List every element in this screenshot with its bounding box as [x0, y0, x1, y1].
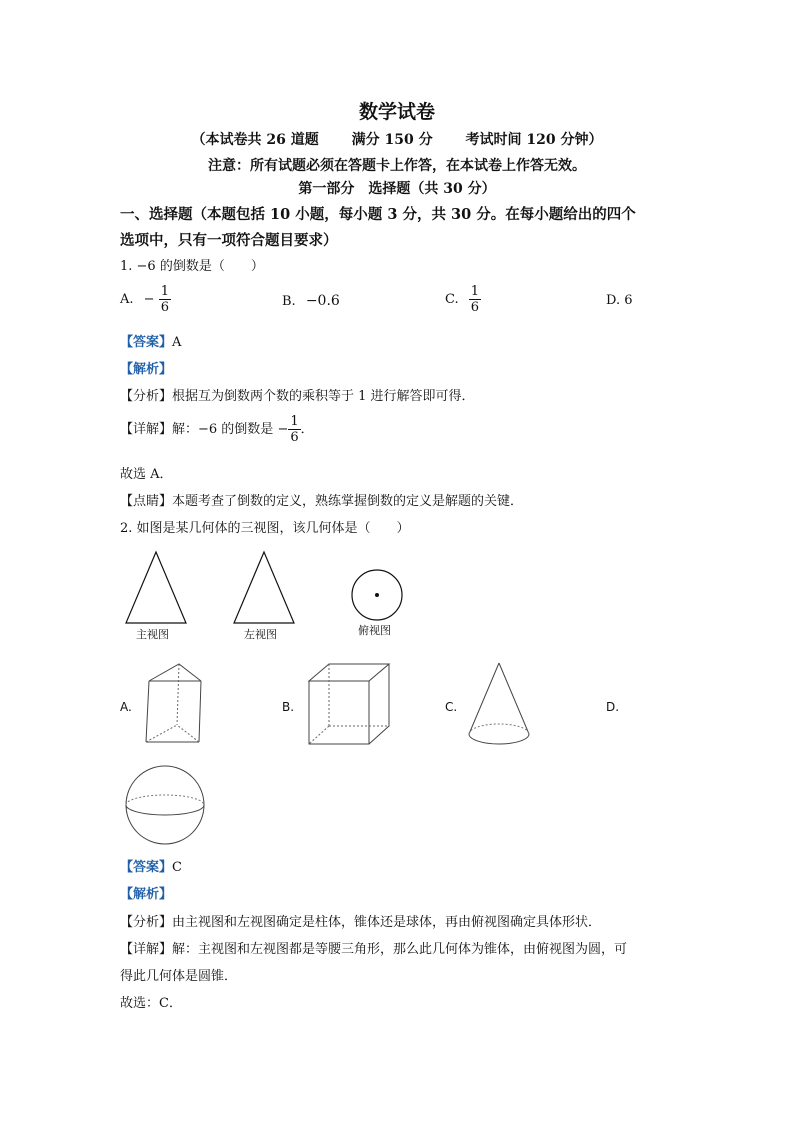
q2-choose: 故选：C．: [120, 996, 182, 1011]
option-label: C.: [445, 292, 459, 307]
triangular-prism-figure: [143, 661, 209, 745]
q1-detail: [120, 414, 314, 445]
answer-value: A: [172, 335, 182, 350]
denominator: 6: [470, 300, 480, 315]
denominator: 6: [160, 300, 169, 315]
detail-text: 解：−6 的倒数是: [172, 422, 274, 437]
comment-tag: 【点睛】: [120, 494, 173, 509]
denominator: 6: [290, 430, 299, 445]
detail-tag: 【详解】: [120, 422, 173, 437]
left-view-label: 左视图: [244, 628, 277, 641]
answer-tag: 【答案】: [120, 335, 173, 350]
q2-stem: 2. 如图是某几何体的三视图，该几何体是（ ）: [120, 521, 410, 536]
fenxi-text: 根据互为倒数两个数的乘积等于 1 进行解答即可得．: [172, 389, 475, 404]
exam-time: 考试时间 120 分钟）: [465, 132, 603, 148]
numerator: 1: [470, 284, 480, 299]
section-heading-line2: 选项中，只有一项符合题目要求）: [120, 232, 338, 249]
q1-answer: [120, 331, 181, 350]
analysis-tag: 【解析】: [120, 887, 173, 902]
front-view-triangle: [124, 551, 188, 625]
q2-answer: [120, 856, 182, 875]
q1-option-d: D. 6: [606, 293, 633, 308]
q2-option-b-label: B.: [282, 700, 295, 714]
q1-analysis: [120, 358, 172, 377]
notice: 注意：所有试题必须在答题卡上作答，在本试卷上作答无效。: [208, 158, 586, 174]
q2-option-a-label: A.: [120, 700, 132, 714]
fenxi-tag: 【分析】: [120, 915, 173, 930]
section-heading-line1: 一、选择题（本题包括 10 小题，每小题 3 分，共 30 分。在每小题给出的四个: [120, 206, 636, 223]
total-score: 满分 150 分: [351, 132, 433, 148]
option-label: B.: [282, 294, 296, 309]
answer-value: C: [172, 860, 182, 875]
minus-sign: −: [143, 292, 155, 307]
q1-option-a: [120, 284, 171, 315]
q1-stem: 1. −6 的倒数是（ ）: [120, 259, 264, 274]
comment-text: 本题考查了倒数的定义，熟练掌握倒数的定义是解题的关键．: [172, 494, 524, 509]
top-view-circle: [350, 568, 404, 622]
q1-choose: 故选 A．: [120, 467, 173, 482]
q2-option-c-label: C.: [445, 700, 458, 714]
sphere-figure: [124, 765, 206, 845]
q2-option-d-label: D.: [606, 700, 620, 714]
q2-detail-line2: 得此几何体是圆锥．: [120, 969, 238, 984]
cube-figure: [305, 661, 393, 747]
option-value: −0.6: [305, 293, 340, 309]
detail-text: 解：主视图和左视图都是等腰三角形，那么此几何体为锥体，由俯视图为圆，可: [172, 942, 628, 957]
cone-figure: [466, 661, 532, 749]
page-title: 数学试卷: [358, 101, 435, 123]
q2-fenxi: [120, 911, 601, 930]
q2-detail-line1: [120, 938, 627, 957]
option-label: A.: [120, 292, 134, 307]
numerator: 1: [290, 414, 299, 429]
top-view-label: 俯视图: [358, 624, 391, 637]
q2-analysis: [120, 883, 172, 902]
fraction: [159, 284, 171, 315]
fenxi-tag: 【分析】: [120, 389, 173, 404]
front-view-label: 主视图: [136, 628, 169, 641]
fenxi-text: 由主视图和左视图确定是柱体，锥体还是球体，再由俯视图确定具体形状．: [172, 915, 602, 930]
period: ．: [300, 422, 314, 437]
q1-option-b: [282, 293, 340, 309]
q1-comment: [120, 490, 523, 509]
q1-fenxi: [120, 385, 475, 404]
analysis-tag: 【解析】: [120, 362, 173, 377]
fraction: [288, 414, 300, 445]
q1-option-c: [445, 284, 481, 315]
part-heading: 第一部分 选择题（共 30 分）: [298, 181, 496, 197]
fraction: [469, 284, 481, 315]
left-view-triangle: [232, 551, 296, 625]
question-count: （本试卷共 26 道题: [191, 132, 319, 148]
detail-tag: 【详解】: [120, 942, 173, 957]
minus-sign: −: [277, 422, 289, 437]
numerator: 1: [160, 284, 169, 299]
exam-meta: [0, 129, 794, 149]
answer-tag: 【答案】: [120, 860, 173, 875]
